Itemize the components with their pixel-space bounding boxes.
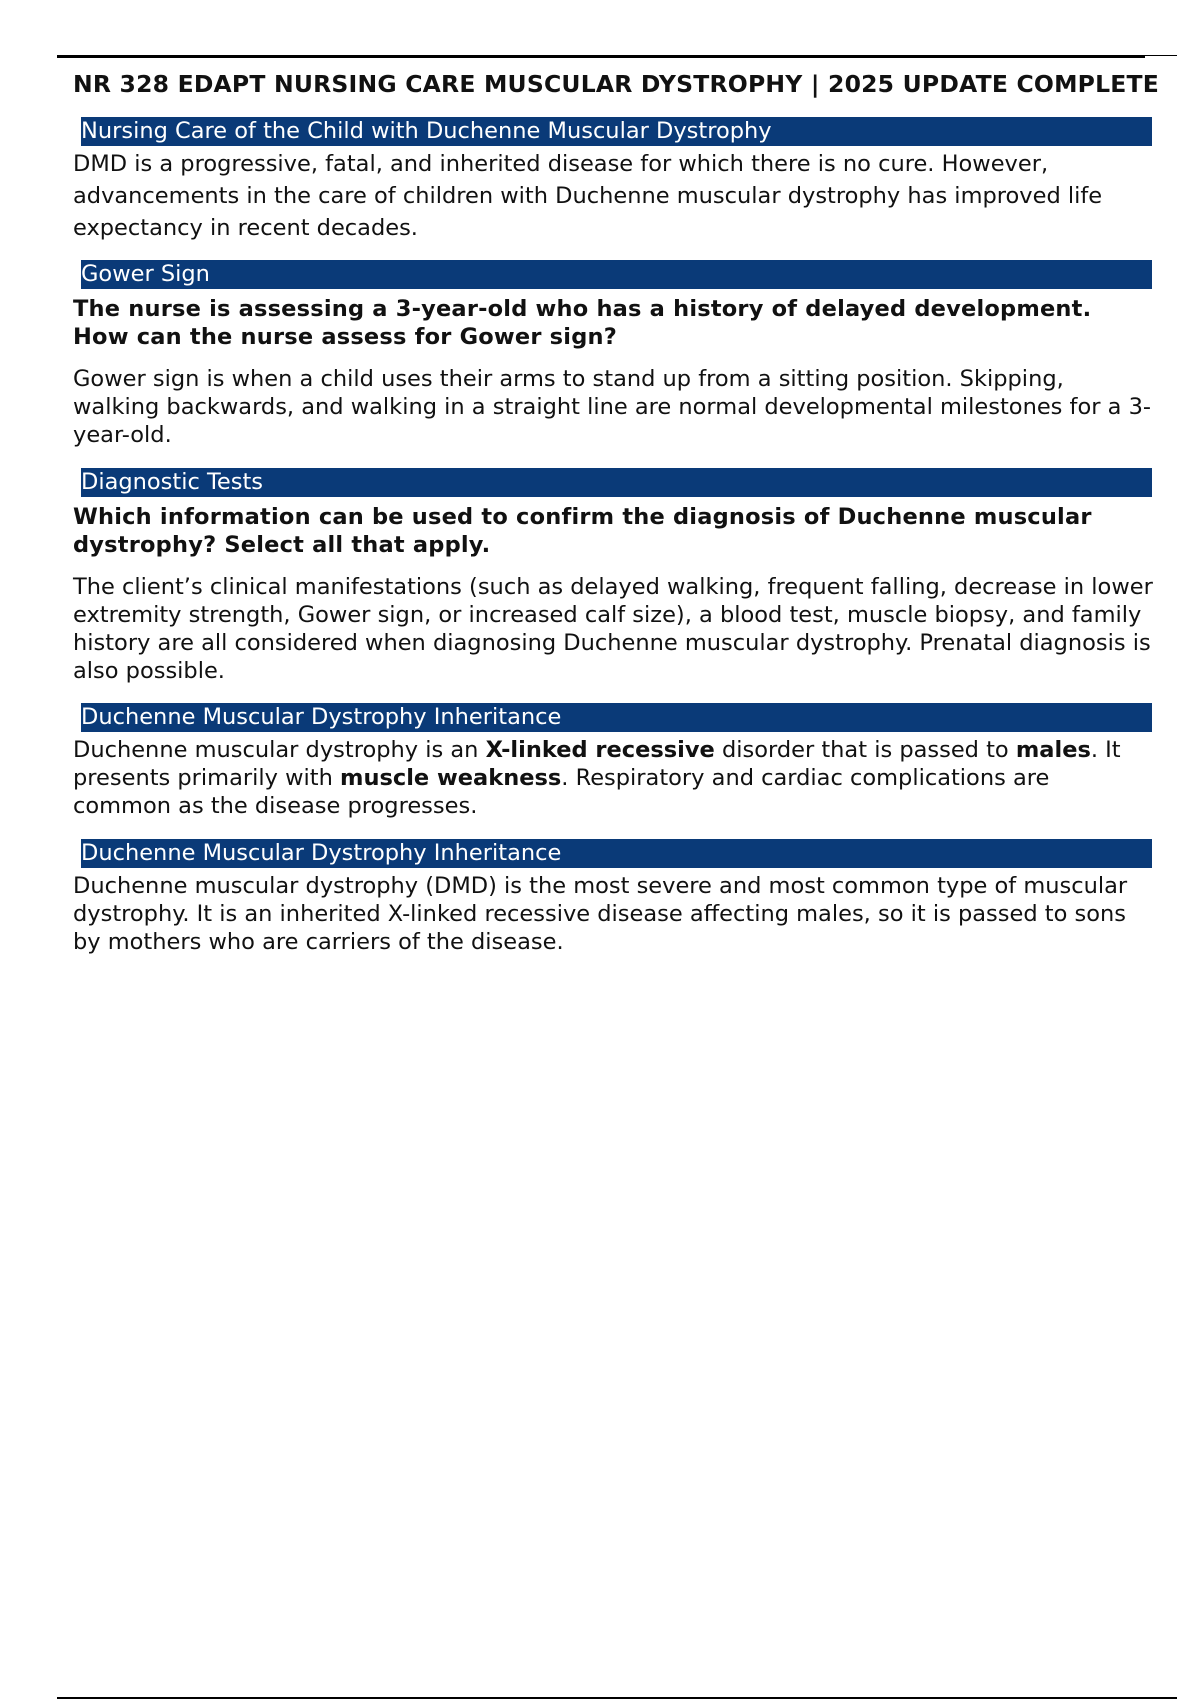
emphasis-text: males: [1015, 737, 1091, 763]
section-inheritance-2: [73, 839, 1153, 956]
body-text: disorder that is passed to: [714, 737, 1016, 763]
top-rule-extension: [1145, 55, 1177, 56]
emphasis-text: X-linked recessive: [485, 737, 715, 763]
section-heading: Diagnostic Tests: [81, 468, 1152, 497]
section-inheritance-1: [73, 703, 1153, 820]
top-rule: [57, 55, 1145, 58]
bottom-rule: [57, 1697, 1177, 1699]
section-body: [73, 736, 1153, 820]
question-text: Which information can be used to confirm the diagnosis of Duchenne muscular dystrophy? Select all that apply.: [73, 504, 1092, 558]
answer-text: Gower sign is when a child uses their arms to stand up from a sitting position. Skipping, walking backwards, and walking in a straight line are normal developmental milestones for a 3-year-old.: [73, 366, 1152, 448]
body-text: Duchenne muscular dystrophy is an: [73, 737, 486, 763]
section-heading: Duchenne Muscular Dystrophy Inheritance: [81, 839, 1152, 868]
body-text: . It presents primarily with: [73, 737, 1121, 791]
answer-text: The client’s clinical manifestations (such as delayed walking, frequent falling, decrease in lower extremity strength, Gower sign, or increased calf size), a blood test, muscle biopsy, and family history are all considered when diagnosing Duchenne muscular dystrophy. Prenatal diagnosis is also possible.: [73, 574, 1153, 684]
section-gower-sign: [73, 260, 1153, 449]
question-text: The nurse is assessing a 3-year-old who has a history of delayed development. How can the nurse assess for Gower sign?: [73, 296, 1092, 350]
section-nursing-care: [73, 117, 1153, 244]
section-heading: Nursing Care of the Child with Duchenne Muscular Dystrophy: [81, 117, 1152, 146]
section-body: DMD is a progressive, fatal, and inherited disease for which there is no cure. However, advancements in the care of children with Duchenne muscular dystrophy has improved life expectancy in recent decades.: [73, 151, 1103, 241]
section-heading: Gower Sign: [81, 260, 1152, 289]
emphasis-text: muscle weakness: [340, 765, 562, 791]
document-title: NR 328 EDAPT NURSING CARE MUSCULAR DYSTROPHY | 2025 UPDATE COMPLETE: [73, 70, 1160, 98]
section-body: Duchenne muscular dystrophy (DMD) is the most severe and most common type of muscular dystrophy. It is an inherited X-linked recessive disease affecting males, so it is passed to sons by mothers who are carriers of the disease.: [73, 873, 1128, 955]
section-heading: Duchenne Muscular Dystrophy Inheritance: [81, 703, 1152, 732]
body-text: . Respiratory and cardiac complications are common as the disease progresses.: [73, 765, 1050, 819]
section-diagnostic-tests: [73, 468, 1153, 685]
